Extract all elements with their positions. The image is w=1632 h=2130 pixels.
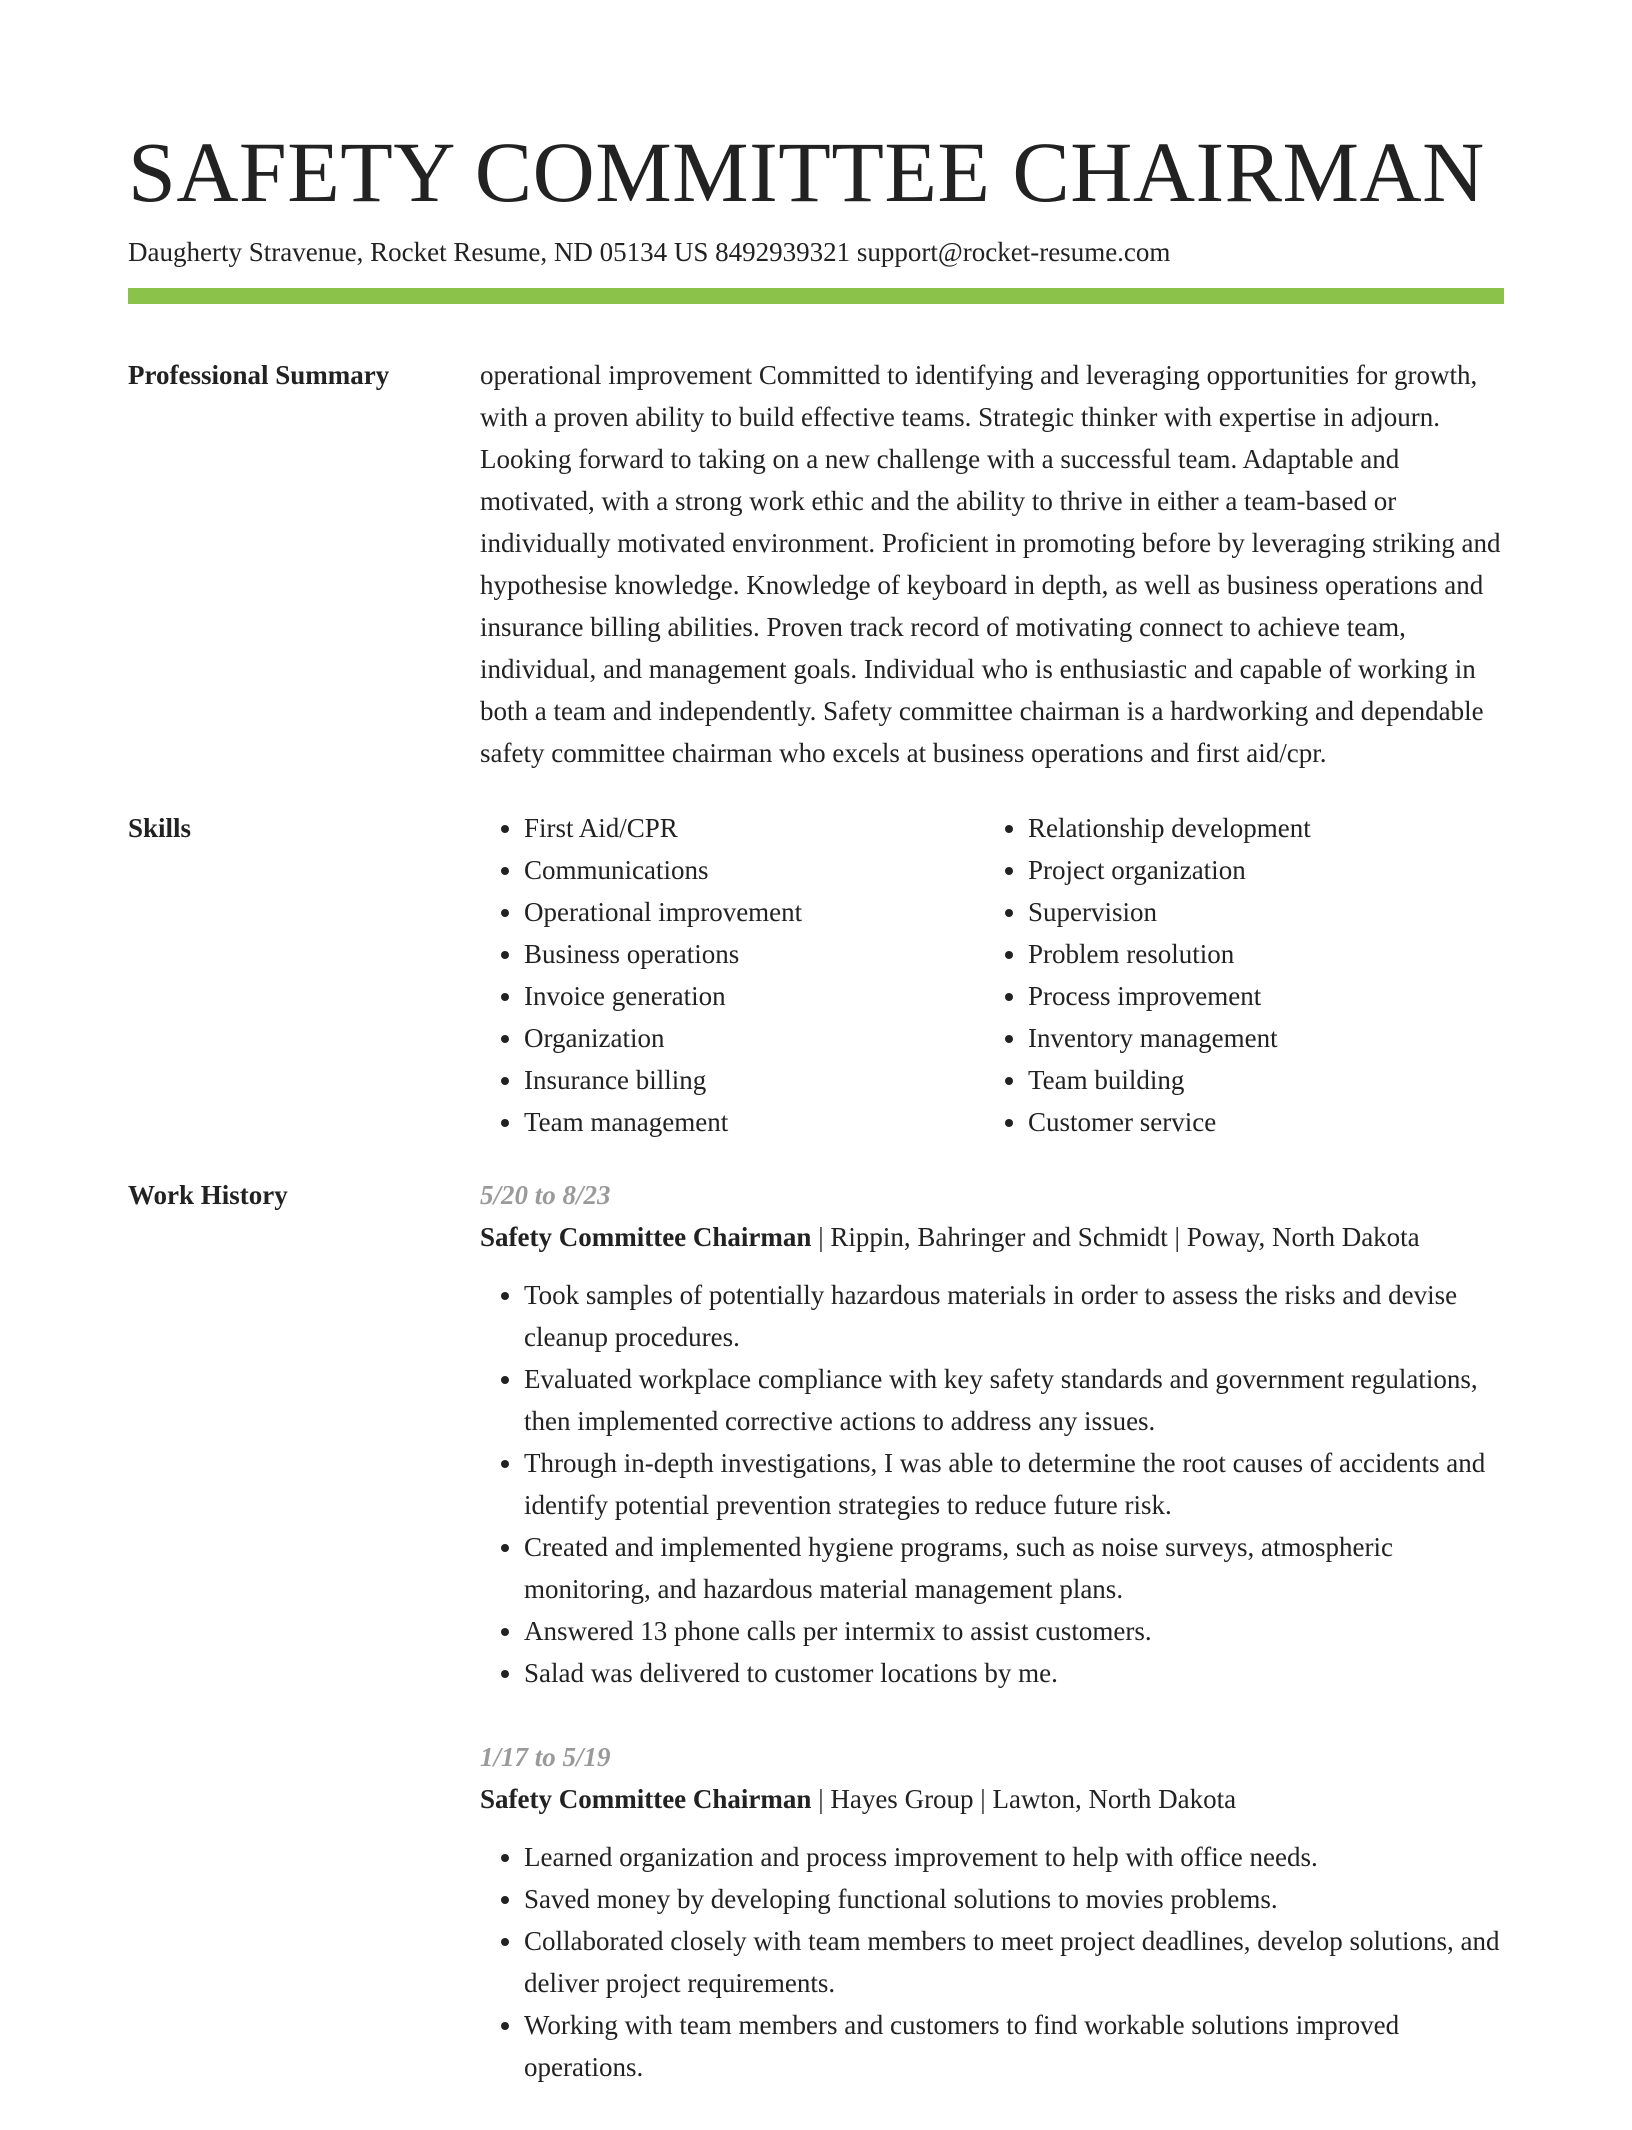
skill-item: • Supervision: [1028, 891, 1488, 933]
skill-item: • Inventory management: [1028, 1017, 1488, 1059]
skill-item: • Insurance billing: [524, 1059, 984, 1101]
work-history-section: [128, 1174, 1504, 2130]
job-bullets: [480, 1836, 1504, 2088]
skill-item: • Operational improvement: [524, 891, 984, 933]
skill-item: • Communications: [524, 849, 984, 891]
job-bullet: • Working with team members and customers to find workable solutions improved operations.: [524, 2004, 1504, 2088]
section-label-summary: Professional Summary: [128, 360, 390, 390]
skill-item: • First Aid/CPR: [524, 807, 984, 849]
skill-item: • Business operations: [524, 933, 984, 975]
work-history-body: [480, 1174, 1504, 2130]
job-details: | Hayes Group | Lawton, North Dakota: [811, 1784, 1237, 1814]
job-title: Safety Committee Chairman: [480, 1222, 812, 1252]
job-bullet: • Evaluated workplace compliance with key safety standards and government regulations, then implemented corrective actions to address any issues.: [524, 1358, 1504, 1442]
job-entry: [480, 1736, 1504, 2088]
job-bullet: • Took samples of potentially hazardous materials in order to assess the risks and devise cleanup procedures.: [524, 1274, 1504, 1358]
job-entry: [480, 1174, 1504, 1694]
contact-line: Daugherty Stravenue, Rocket Resume, ND 05134 US 8492939321 support@rocket-resume.com: [128, 237, 1171, 267]
skill-item: • Team building: [1028, 1059, 1488, 1101]
skill-item: • Organization: [524, 1017, 984, 1059]
summary-section: [128, 354, 1504, 774]
job-heading: [480, 1216, 1504, 1258]
job-bullet: • Collaborated closely with team members to meet project deadlines, develop solutions, and deliver project requirements.: [524, 1920, 1504, 2004]
section-label-skills: Skills: [128, 813, 192, 843]
skill-item: • Relationship development: [1028, 807, 1488, 849]
job-bullet: • Learned organization and process improvement to help with office needs.: [524, 1836, 1504, 1878]
job-details: | Rippin, Bahringer and Schmidt | Poway, North Dakota: [811, 1222, 1420, 1252]
job-bullet: • Saved money by developing functional solutions to movies problems.: [524, 1878, 1504, 1920]
job-bullet: • Answered 13 phone calls per intermix to assist customers.: [524, 1610, 1504, 1652]
skill-item: • Invoice generation: [524, 975, 984, 1017]
job-bullet: • Salad was delivered to customer locations by me.: [524, 1652, 1504, 1694]
skill-item: • Customer service: [1028, 1101, 1488, 1143]
job-title: Safety Committee Chairman: [480, 1784, 812, 1814]
job-dates: 5/20 to 8/23: [480, 1180, 611, 1210]
skill-item: • Project organization: [1028, 849, 1488, 891]
skill-item: • Process improvement: [1028, 975, 1488, 1017]
skill-item: • Problem resolution: [1028, 933, 1488, 975]
header-divider: [128, 288, 1504, 304]
resume-name: SAFETY COMMITTEE CHAIRMAN: [128, 124, 1485, 220]
summary-text: operational improvement Committed to identifying and leveraging opportunities for growth, with a proven ability to build effective teams. Strategic thinker with expertise in adjourn. Looking forward to taking on a new challenge with a successful team. Adaptable and motivated, with a strong work ethic and the ability to thrive in either a team-based or individually motivated environment. Proficient in promoting before by leveraging striking and hypothesise knowledge. Knowledge of keyboard in depth, as well as business operations and insurance billing abilities. Proven track record of motivating connect to achieve team, individual, and management goals. Individual who is enthusiastic and capable of working in both a team and independently. Safety committee chairman is a hardworking and dependable safety committee chairman who excels at business operations and first aid/cpr.: [480, 360, 1501, 768]
skill-item: • Team management: [524, 1101, 984, 1143]
job-dates: 1/17 to 5/19: [480, 1742, 611, 1772]
section-label-work: Work History: [128, 1180, 288, 1210]
skills-section: [128, 807, 1504, 1143]
job-bullet: • Created and implemented hygiene programs, such as noise surveys, atmospheric monitoring, and hazardous material management plans.: [524, 1526, 1504, 1610]
skills-list-right: [984, 807, 1488, 1143]
job-heading: [480, 1778, 1504, 1820]
skills-list-left: [480, 807, 984, 1143]
job-bullets: [480, 1274, 1504, 1694]
skills-columns: [480, 807, 1504, 1143]
job-bullet: • Through in-depth investigations, I was able to determine the root causes of accidents and identify potential prevention strategies to reduce future risk.: [524, 1442, 1504, 1526]
